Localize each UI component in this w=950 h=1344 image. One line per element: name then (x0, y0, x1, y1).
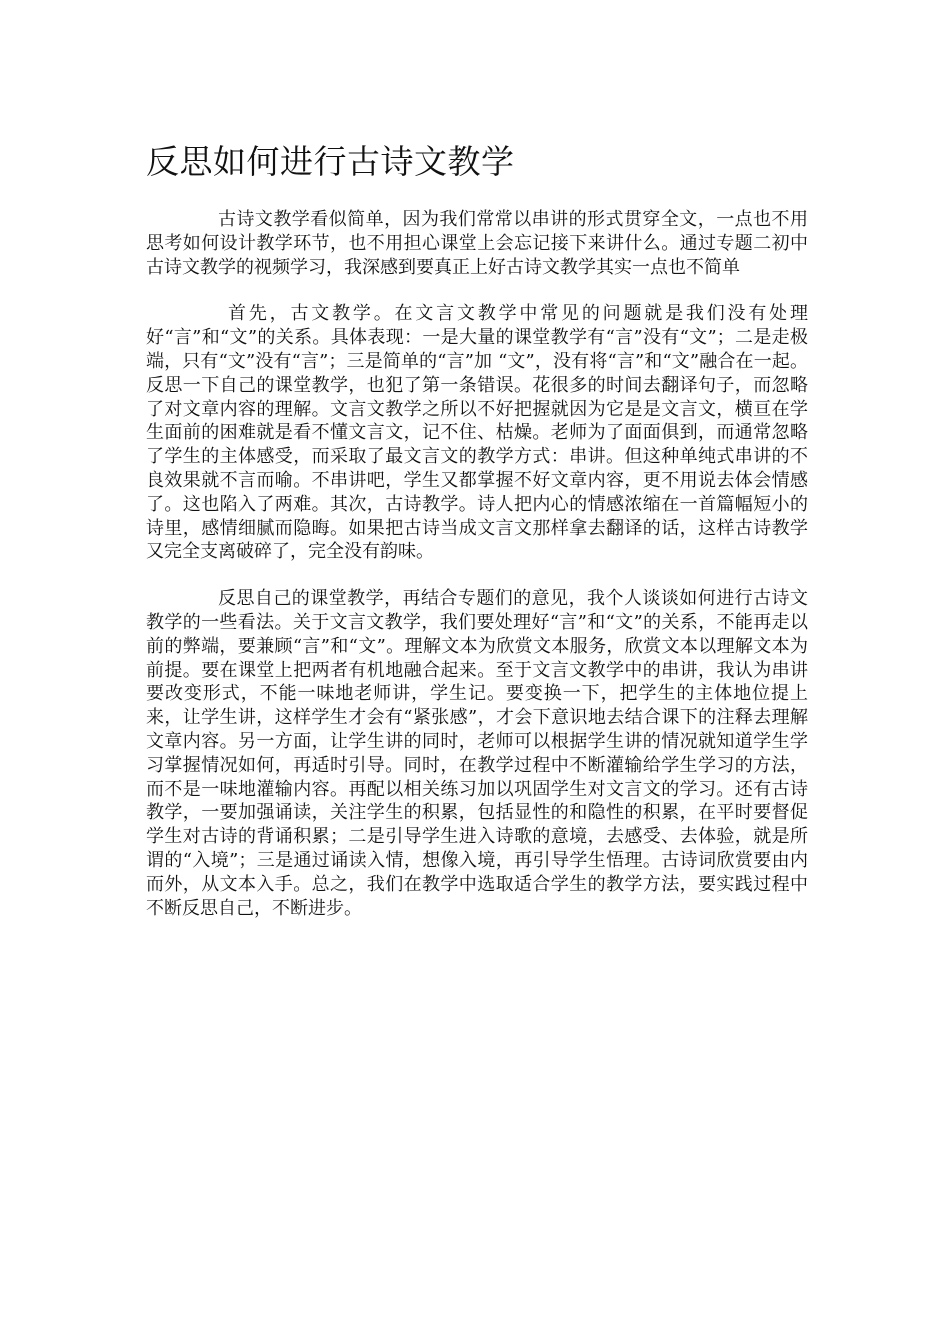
document-body (146, 208, 808, 920)
paragraph-intro: 古诗文教学看似简单，因为我们常常以串讲的形式贯穿全文，一点也不用思考如何设计教学环节，也不用担心课堂上会忘记接下来讲什么。通过专题二初中古诗文教学的视频学习，我深感到要真正上好古诗文教学其实一点也不简单 (146, 209, 808, 278)
paragraph-reflection: 反思自己的课堂教学，再结合专题们的意见，我个人谈谈如何进行古诗文教学的一些看法。关于文言文教学，我们要处理好“言”和“文”的关系，不能再走以前的弊端，要兼顾“言”和“文”。理解文本为欣赏文本服务，欣赏文本以理解文本为前提。要在课堂上把两者有机地融合起来。至于文言文教学中的串讲，我认为串讲要改变形式，不能一味地老师讲，学生记。要变换一下，把学生的主体地位提上来，让学生讲，这样学生才会有“紧张感”，才会下意识地去结合课下的注释去理解文章内容。另一方面，让学生讲的同时，老师可以根据学生讲的情况就知道学生学习掌握情况如何，再适时引导。同时，在教学过程中不断灌输给学生学习的方法，而不是一味地灌输内容。再配以相关练习加以巩固学生对文言文的学习。还有古诗教学，一要加强诵读，关注学生的积累，包括显性的和隐性的积累，在平时要督促学生对古诗的背诵积累；二是引导学生进入诗歌的意境，去感受、去体验，就是所谓的“入境”；三是通过诵读入情，想像入境，再引导学生悟理。古诗词欣赏要由内而外，从文本入手。总之，我们在教学中选取适合学生的教学方法，要实践过程中不断反思自己，不断进步。 (146, 588, 808, 919)
document-title: 反思如何进行古诗文教学 (146, 142, 515, 181)
paragraph-problems: 首先，古文教学。在文言文教学中常见的问题就是我们没有处理好“言”和“文”的关系。具体表现：一是大量的课堂教学有“言”没有“文”；二是走极端，只有“文”没有“言”；三是简单的“言”加 “文”，没有将“言”和“文”融合在一起。反思一下自己的课堂教学，也犯了第一条错误。花很多的时间去翻译句子，而忽略了对文章内容的理解。文言文教学之所以不好把握就因为它是是文言文，横亘在学生面前的困难就是看不懂文言文，记不住、枯燥。老师为了面面俱到，而通常忽略了学生的主体感受，而采取了最文言文的教学方式：串讲。但这种单纯式串讲的不良效果就不言而喻。不串讲吧，学生又都掌握不好文章内容，更不用说去体会情感了。这也陷入了两难。其次，古诗教学。诗人把内心的情感浓缩在一首篇幅短小的诗里，感情细腻而隐晦。如果把古诗当成文言文那样拿去翻译的话，这样古诗教学又完全支离破碎了，完全没有韵味。 (146, 303, 808, 563)
